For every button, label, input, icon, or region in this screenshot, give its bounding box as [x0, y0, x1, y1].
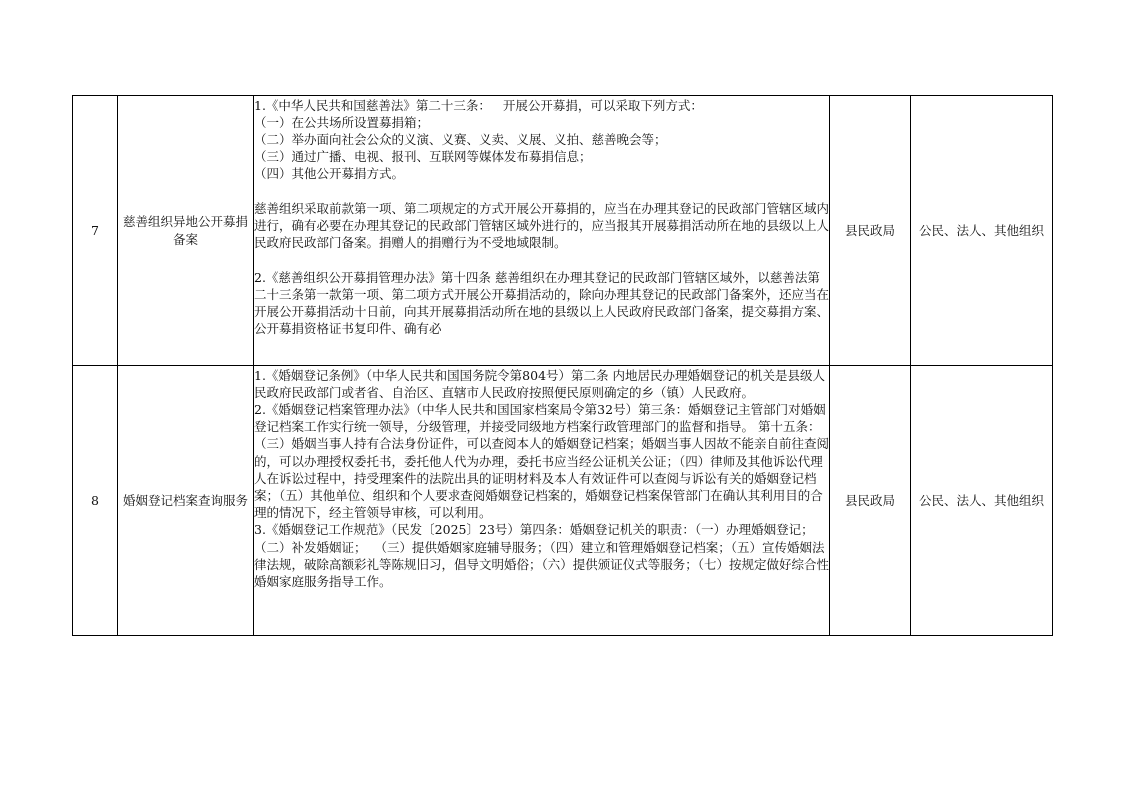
- basis-line: 1.《婚姻登记条例》（中华人民共和国国务院令第804号）第二条 内地居民办理婚姻登记的机关是县级人民政府民政部门或者省、自治区、直辖市人民政府按照便民原则确定的乡（镇）人民政府。: [254, 367, 826, 400]
- table-row: [73, 96, 1053, 366]
- basis-line: 2.《婚姻登记档案管理办法》（中华人民共和国国家档案局令第32号）第三条：婚姻登记主管部门对婚姻登记档案工作实行统一领导，分级管理，并接受同级地方档案行政管理部门的监督和指导。 第十五条：（三）婚姻当事人持有合法身份证件，可以查阅本人的婚姻登记档案；婚姻当事人因故不能亲自前往查阅的，可以办理授权委托书，委托他人代为办理，委托书应当经公证机关公证；（四）律师及其他诉讼代理人在诉讼过程中，持受理案件的法院出具的证明材料及本人有效证件可以查阅与诉讼有关的婚姻登记档案；（五）其他单位、组织和个人要求查阅婚姻登记档案的，婚姻登记档案保管部门在确认其利用目的合理的情况下，经主管领导审核，可以利用。: [254, 401, 829, 521]
- service-target: 公民、法人、其他组织: [911, 366, 1053, 636]
- basis-line: 2.《慈善组织公开募捐管理办法》第十四条 慈善组织在办理其登记的民政部门管辖区域外，以慈善法第二十三条第一款第一项、第二项方式开展公开募捐活动的，除向办理其登记的民政部门备案外，还应当在开展公开募捐活动十日前，向其开展募捐活动所在地的县级以上人民政府民政部门备案，提交募捐方案、公开募捐资格证书复印件、确有必: [254, 269, 829, 337]
- basis-line: 慈善组织采取前款第一项、第二项规定的方式开展公开募捐的，应当在办理其登记的民政部门管辖区域内进行，确有必要在办理其登记的民政部门管辖区域外进行的，应当报其开展募捐活动所在地的县级以上人民政府民政部门备案。捐赠人的捐赠行为不受地域限制。: [254, 200, 829, 251]
- basis-line: （一）在公共场所设置募捐箱；: [254, 114, 430, 130]
- row-number: 8: [73, 366, 118, 636]
- blank-line: [254, 183, 829, 200]
- row-number: 7: [73, 96, 118, 366]
- item-name: 慈善组织异地公开募捐备案: [118, 96, 254, 366]
- legal-basis: [254, 96, 830, 366]
- department: 县民政局: [830, 366, 911, 636]
- item-name: 婚姻登记档案查询服务: [118, 366, 254, 636]
- legal-basis: [254, 366, 830, 636]
- basis-line: （三）通过广播、电视、报刊、互联网等媒体发布募捐信息；: [254, 149, 592, 165]
- department: 县民政局: [830, 96, 911, 366]
- table-row: [73, 366, 1053, 636]
- blank-line: [254, 251, 829, 268]
- service-target: 公民、法人、其他组织: [911, 96, 1053, 366]
- basis-line: 1.《中华人民共和国慈善法》第二十三条： 开展公开募捐，可以采取下列方式：: [254, 97, 703, 113]
- matters-table: [72, 95, 1053, 636]
- basis-line: 3.《婚姻登记工作规范》（民发〔2025〕23号）第四条：婚姻登记机关的职责：（一）办理婚姻登记；（二）补发婚姻证； （三）提供婚姻家庭辅导服务；（四）建立和管理婚姻登记档案；（五）宣传婚姻法律法规，破除高额彩礼等陈规旧习，倡导文明婚俗；（六）提供颁证仪式等服务；（七）按规定做好综合性婚姻家庭服务指导工作。: [254, 522, 829, 589]
- basis-line: （四）其他公开募捐方式。: [254, 166, 405, 182]
- basis-line: （二）举办面向社会公众的义演、义赛、义卖、义展、义拍、慈善晚会等；: [254, 131, 667, 147]
